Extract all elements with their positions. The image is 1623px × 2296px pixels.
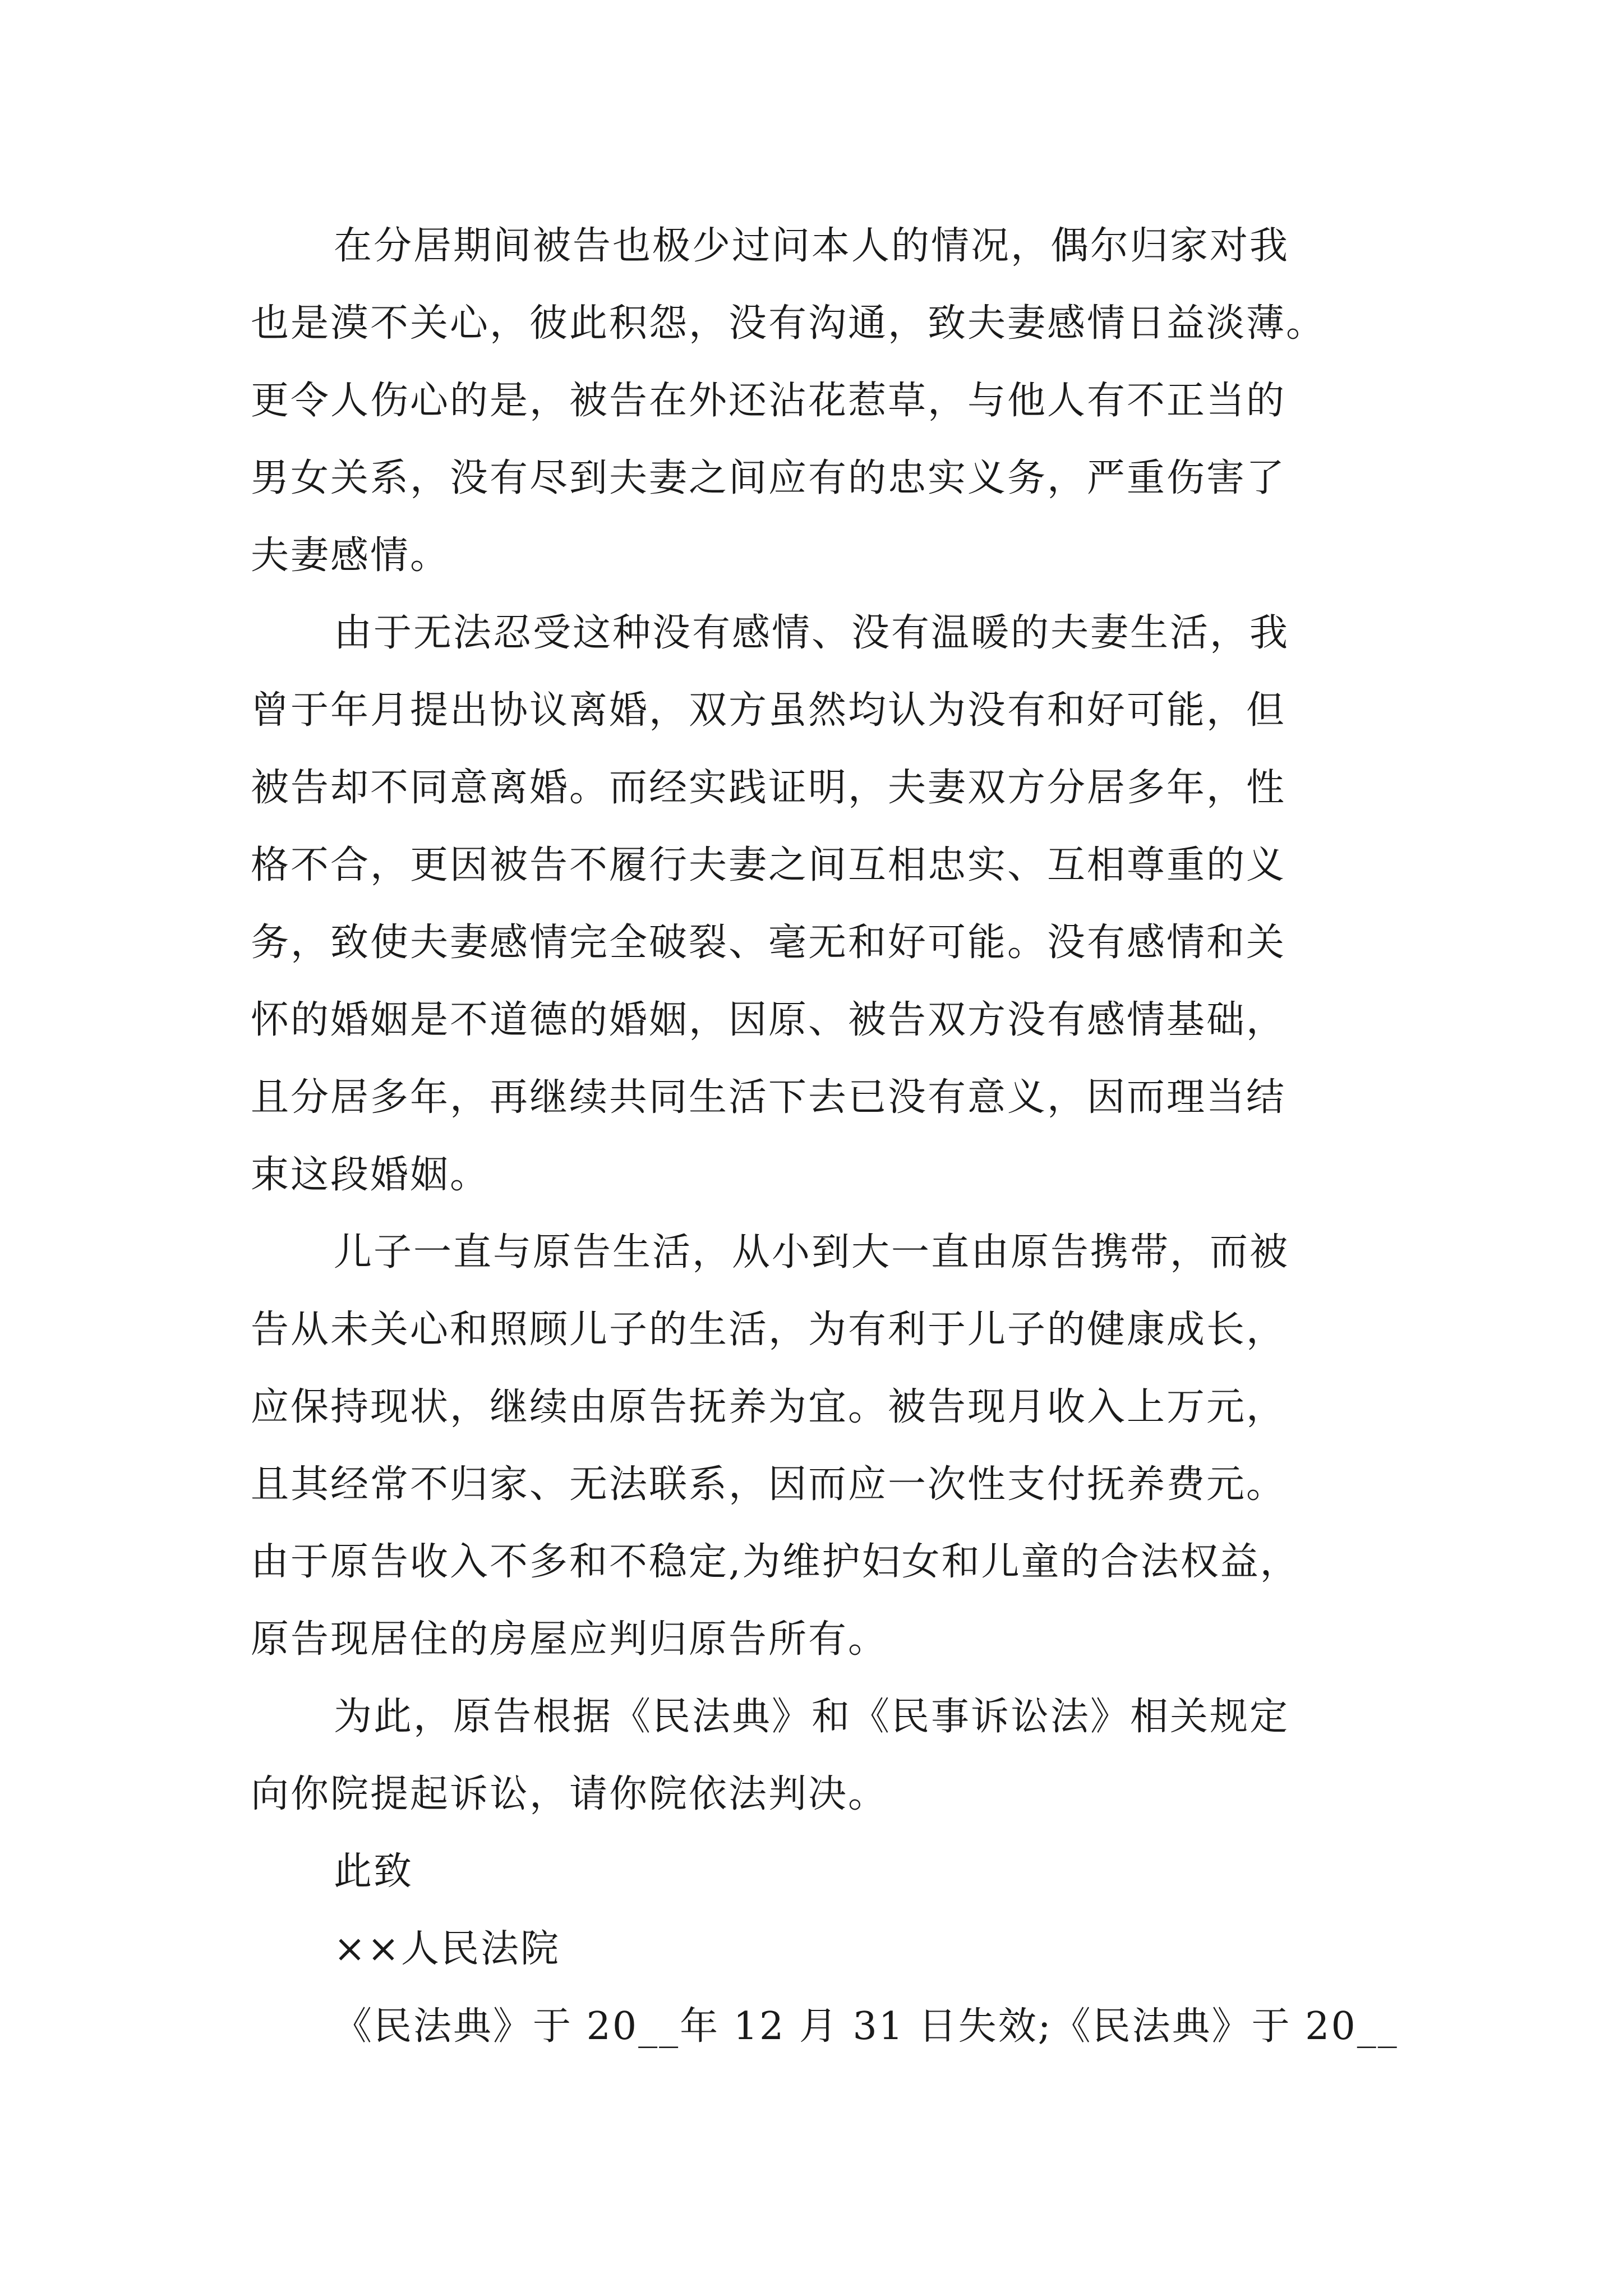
text-line: 告从未关心和照顾儿子的生活，为有利于儿子的健康成长， [251, 1308, 1287, 1352]
text-line: 也是漠不关心，彼此积怨，没有沟通，致夫妻感情日益淡薄。 [251, 301, 1326, 346]
text-line: 应保持现状，继续由原告抚养为宜。被告现月收入上万元， [251, 1385, 1287, 1429]
text-line: 原告现居住的房屋应判归原告所有。 [251, 1617, 888, 1662]
court-name [251, 1911, 1384, 1988]
text-line: 夫妻感情。 [251, 533, 450, 578]
court-name-text: ××人民法院 [334, 1927, 560, 1971]
salutation [251, 1833, 1384, 1911]
paragraph-custody-property [251, 1214, 1384, 1678]
text-line: 向你院提起诉讼，请你院依法判决。 [251, 1772, 888, 1816]
text-line: 更令人伤心的是，被告在外还沾花惹草，与他人有不正当的 [251, 379, 1287, 423]
text-line: 且分居多年，再继续共同生活下去已没有意义，因而理当结 [251, 1075, 1287, 1120]
paragraph-separation-neglect [251, 208, 1384, 595]
paragraph-divorce-reasons [251, 595, 1384, 1214]
text-line: 男女关系，没有尽到夫妻之间应有的忠实义务，严重伤害了 [251, 456, 1287, 500]
text-line: 务，致使夫妻感情完全破裂、毫无和好可能。没有感情和关 [251, 921, 1287, 965]
footnote-text: 《民法典》于 20__年 12 月 31 日失效;《民法典》于 20__ [334, 2004, 1399, 2049]
text-line: 在分居期间被告也极少过问本人的情况，偶尔归家对我 [334, 224, 1290, 268]
text-line: 为此，原告根据《民法典》和《民事诉讼法》相关规定 [334, 1695, 1290, 1739]
document-body [251, 208, 1399, 2065]
paragraph-petition [251, 1678, 1384, 1833]
text-line: 被告却不同意离婚。而经实践证明，夫妻双方分居多年，性 [251, 766, 1287, 810]
text-line: 怀的婚姻是不道德的婚姻，因原、被告双方没有感情基础， [251, 998, 1287, 1042]
text-line: 且其经常不归家、无法联系，因而应一次性支付抚养费元。 [251, 1462, 1287, 1507]
text-line: 曾于年月提出协议离婚，双方虽然均认为没有和好可能，但 [251, 688, 1287, 733]
text-line: 儿子一直与原告生活，从小到大一直由原告携带，而被 [334, 1230, 1290, 1274]
salutation-text: 此致 [334, 1849, 414, 1894]
text-line: 由于原告收入不多和不稳定,为维护妇女和儿童的合法权益， [251, 1540, 1300, 1584]
footnote [251, 1988, 1399, 2065]
text-line: 格不合，更因被告不履行夫妻之间互相忠实、互相尊重的义 [251, 843, 1287, 887]
text-line: 束这段婚姻。 [251, 1153, 490, 1197]
text-line: 由于无法忍受这种没有感情、没有温暖的夫妻生活，我 [334, 611, 1290, 655]
